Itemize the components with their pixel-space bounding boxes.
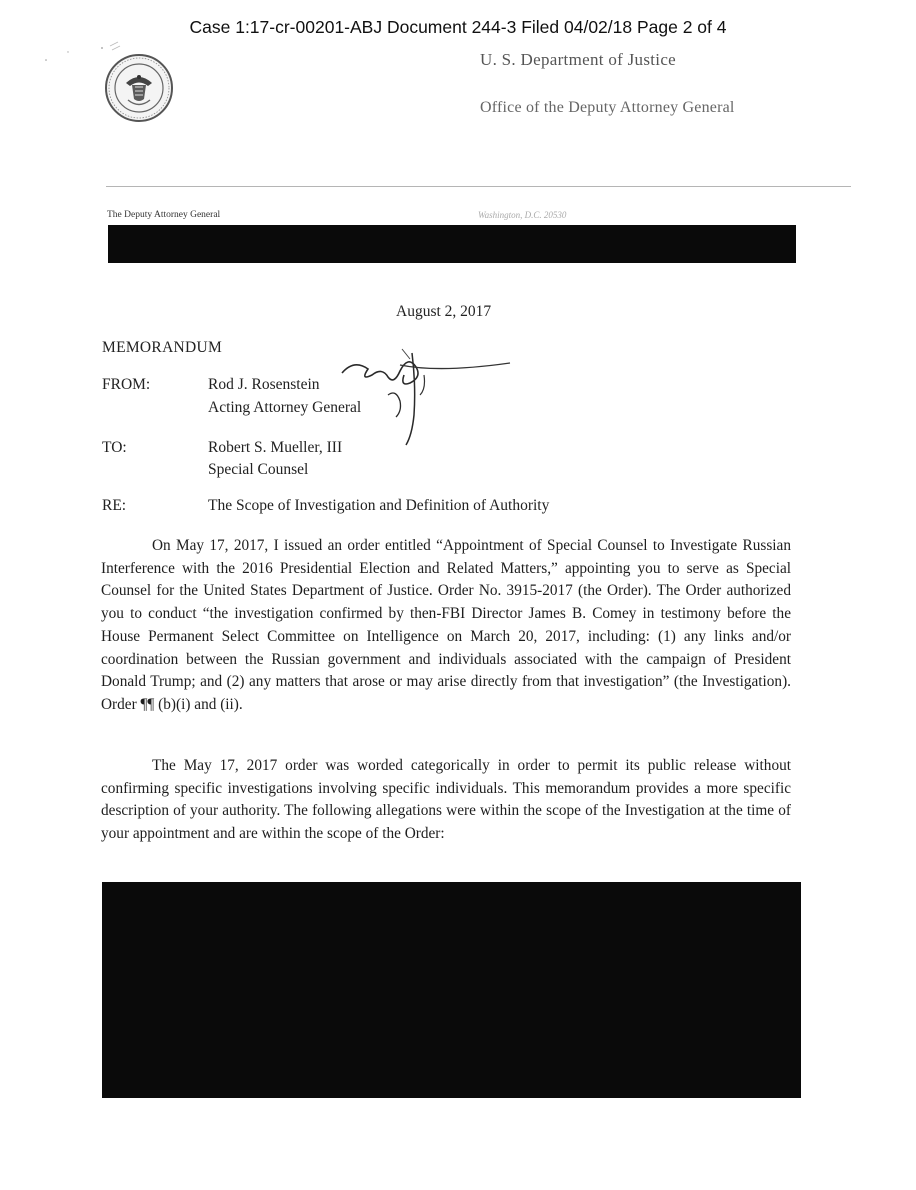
redaction-block-bottom <box>102 882 801 1098</box>
handwritten-signature-icon <box>330 345 530 460</box>
from-label: FROM: <box>102 376 151 393</box>
case-header: Case 1:17-cr-00201-ABJ Document 244-3 Filed 04/02/18 Page 2 of 4 <box>189 17 727 37</box>
deputy-attorney-general-label: The Deputy Attorney General <box>107 210 221 220</box>
from-title: Acting Attorney General <box>208 399 362 416</box>
re-subject: The Scope of Investigation and Definition of Authority <box>208 497 550 514</box>
letterhead-divider <box>106 186 851 187</box>
to-title: Special Counsel <box>208 461 309 478</box>
body-paragraph-1 <box>101 535 791 717</box>
memo-title: MEMORANDUM <box>102 339 223 356</box>
to-label: TO: <box>102 439 127 456</box>
to-name: Robert S. Mueller, III <box>208 439 343 456</box>
body-paragraph-2 <box>101 755 791 846</box>
redaction-block-top <box>108 225 796 263</box>
paragraph-text: On May 17, 2017, I issued an order entitled “Appointment of Special Counsel to Investigate Russian Interference with the 2016 Presidential Election and Related Matters,” appointing you to serve as Special Counsel for the United States Department of Justice. Order No. 3915-2017 (the Order). The Order authorized you to conduct “the investigation confirmed by then-FBI Director James B. Comey in testimony before the House Permanent Select Committee on Intelligence on March 20, 2017, including: (1) any links and/or coordination between the Russian government and individuals associated with the campaign of President Donald Trump; and (2) any matters that arose or may arise directly from that investigation” (the Investigation). Order ¶¶ (b)(i) and (ii). <box>101 537 791 713</box>
re-label: RE: <box>102 497 127 514</box>
paragraph-text: The May 17, 2017 order was worded categorically in order to permit its public release without confirming specific investigations involving specific individuals. This memorandum provides a more specific description of your authority. The following allegations were within the scope of the Investigation at the time of your appointment and are within the scope of the Order: <box>101 757 791 843</box>
from-name: Rod J. Rosenstein <box>208 376 320 393</box>
memo-date: August 2, 2017 <box>396 303 492 320</box>
department-of-justice-seal-icon <box>104 53 174 123</box>
letterhead-department: U. S. Department of Justice <box>480 50 677 69</box>
office-address: Washington, D.C. 20530 <box>478 210 567 220</box>
letterhead-office: Office of the Deputy Attorney General <box>480 99 735 116</box>
